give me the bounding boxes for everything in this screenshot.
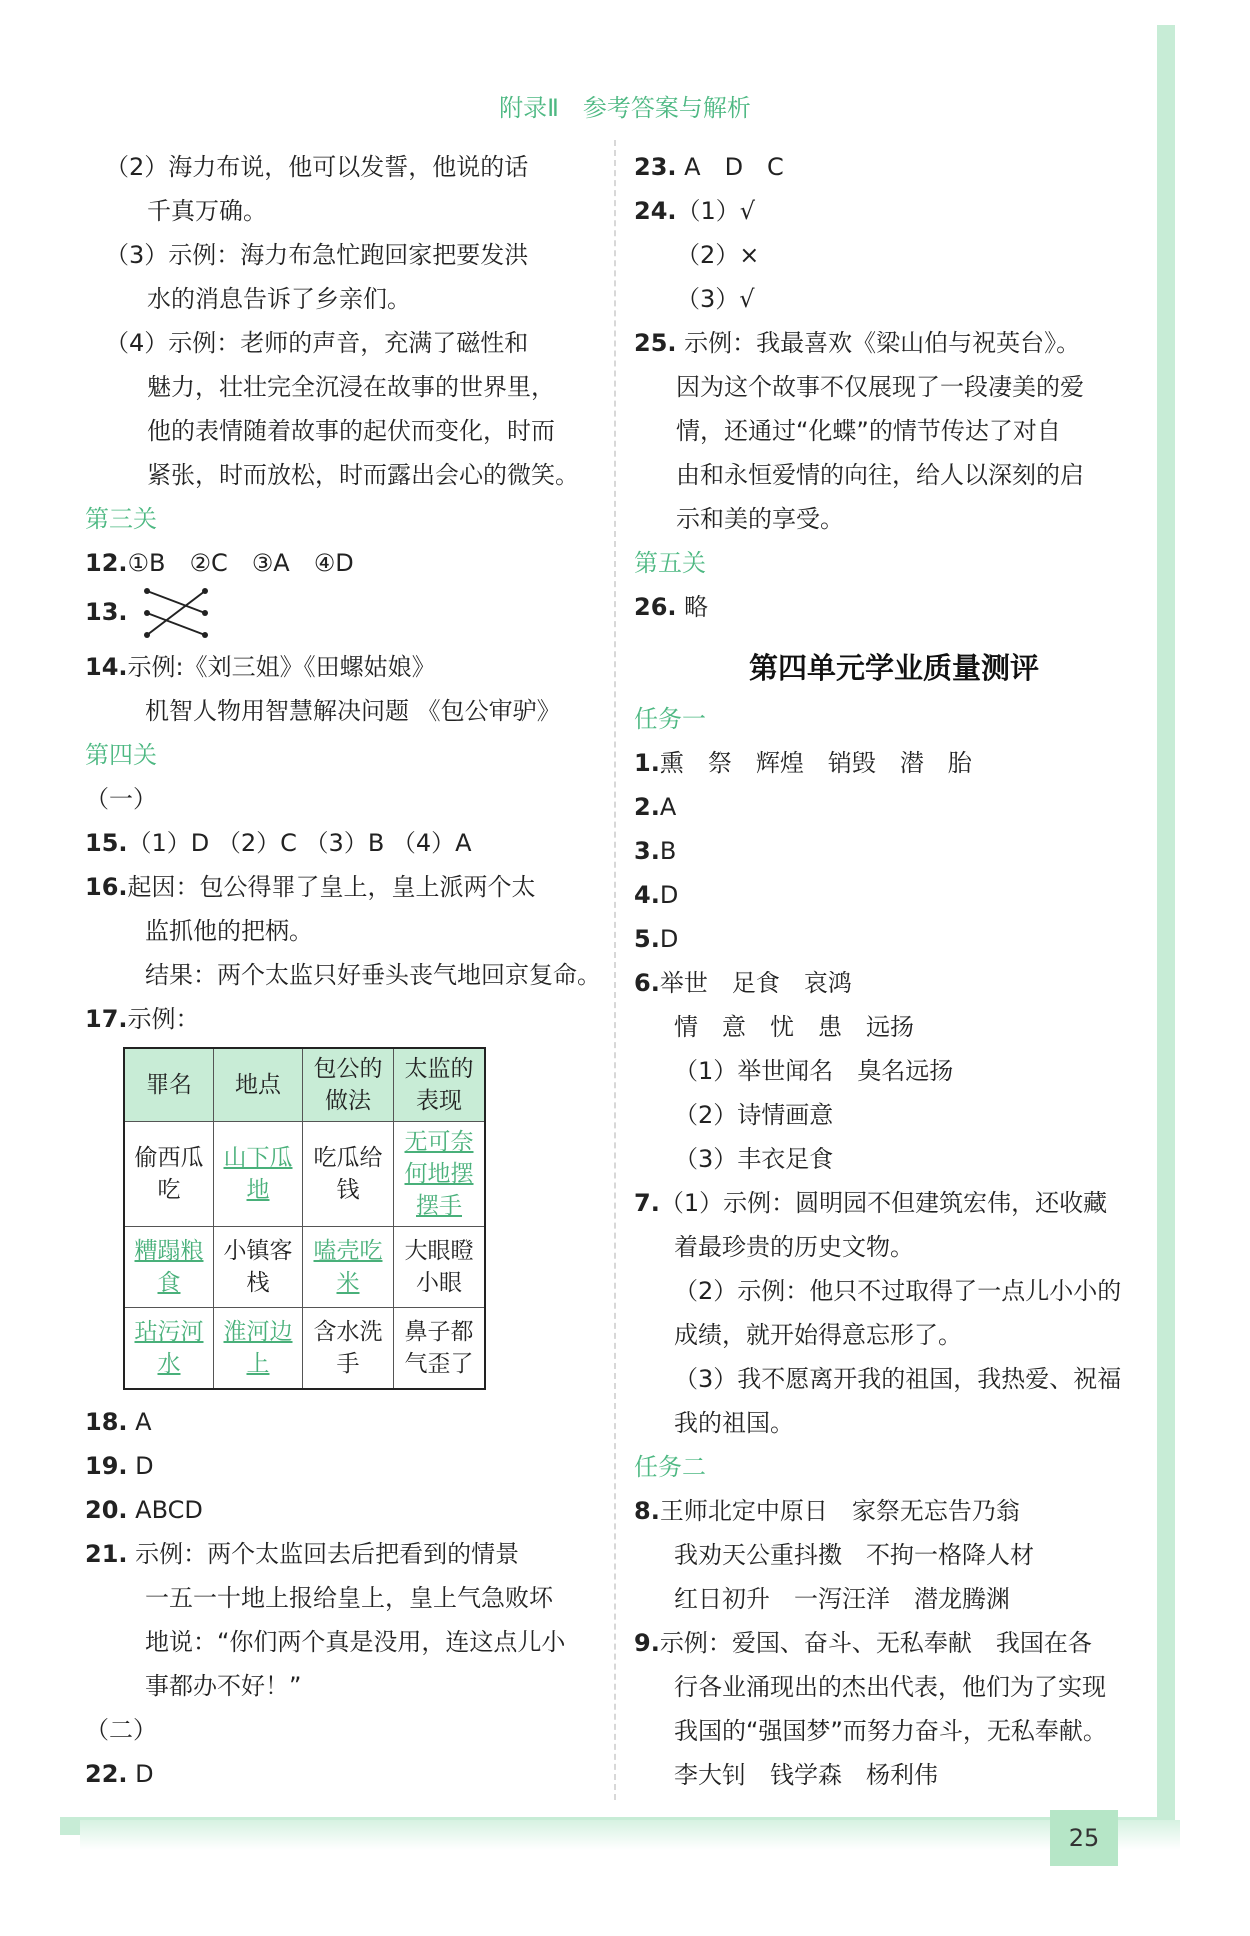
u-q6-line1: 举世 足食 哀鸿: [659, 969, 852, 997]
q16-line2: 监抓他的把柄。: [145, 917, 313, 945]
unit-assessment-title: 第四单元学业质量测评: [748, 651, 1039, 685]
table-header-cell: 太监的表现: [394, 1048, 486, 1122]
q25-number: 25.: [634, 329, 677, 357]
u-q9-line1: 示例：爱国、奋斗、无私奉献 我国在各: [659, 1629, 1092, 1657]
q17-label: 示例：: [127, 1005, 200, 1033]
section-4-heading: 第四关: [85, 741, 157, 769]
q11-3-line1: （3）示例：海力布急忙跑回家把要发洪: [105, 241, 529, 269]
q11-4-line1: （4）示例：老师的声音，充满了磁性和: [105, 329, 529, 357]
q21-line3: 地说：“你们两个真是没用，连这点儿小: [145, 1628, 566, 1656]
q20-number: 20.: [85, 1496, 128, 1524]
table-cell: 糟蹋粮食: [124, 1227, 214, 1308]
q14-line2: 机智人物用智慧解决问题 《包公审驴》: [145, 697, 561, 725]
q22-answer: D: [135, 1760, 154, 1788]
table-cell: 无可奈何地摆摆手: [394, 1122, 486, 1227]
table-cell: 淮河边上: [214, 1308, 303, 1390]
q12-number: 12.: [85, 549, 128, 577]
part-1-label: （一）: [85, 785, 157, 813]
q18-answer: A: [135, 1408, 152, 1436]
q24-line3: （3）√: [676, 285, 755, 313]
u-q7-line3: （2）示例：他只不过取得了一点儿小小的: [674, 1277, 1122, 1305]
u-q4-number: 4.: [634, 881, 660, 909]
q25-line4: 由和永恒爱情的向往，给人以深刻的启: [676, 461, 1084, 489]
part-2-label: （二）: [85, 1716, 157, 1744]
table-header-cell: 罪名: [124, 1048, 214, 1122]
u-q9-line3: 我国的“强国梦”而努力奋斗，无私奉献。: [674, 1717, 1107, 1745]
table-header-cell: 包公的做法: [303, 1048, 394, 1122]
table-cell: 大眼瞪小眼: [394, 1227, 486, 1308]
page-number-badge: 25: [1050, 1810, 1118, 1866]
u-q7-line6: 我的祖国。: [674, 1409, 794, 1437]
u-q1-answer: 熏 祭 辉煌 销毁 潜 胎: [659, 749, 972, 777]
u-q6-line2: 情 意 忧 患 远扬: [674, 1013, 914, 1041]
u-q8-line1: 王师北定中原日 家祭无忘告乃翁: [659, 1497, 1020, 1525]
u-q3-answer: B: [659, 837, 677, 865]
u-q7-line5: （3）我不愿离开我的祖国，我热爱、祝福: [674, 1365, 1122, 1393]
q13-matching-lines: [141, 585, 211, 641]
table-cell: 含水洗手: [303, 1308, 394, 1390]
q11-2-line2: 千真万确。: [147, 197, 267, 225]
table-cell: 小镇客栈: [214, 1227, 303, 1308]
u-q9-line4: 李大钊 钱学森 杨利伟: [674, 1761, 938, 1789]
u-q7-line4: 成绩，就开始得意忘形了。: [674, 1321, 962, 1349]
q23-answer: A D C: [684, 153, 784, 181]
q17-number: 17.: [85, 1005, 128, 1033]
u-q5-number: 5.: [634, 925, 660, 953]
u-q5-answer: D: [659, 925, 679, 953]
q26-answer: 略: [684, 593, 709, 621]
q16-number: 16.: [85, 873, 128, 901]
section-3-heading: 第三关: [85, 505, 157, 533]
u-q1-number: 1.: [634, 749, 660, 777]
q25-line3: 情，还通过“化蝶”的情节传达了对自: [676, 417, 1061, 445]
q11-4-line3: 他的表情随着故事的起伏而变化，时而: [147, 417, 555, 445]
task-1-heading: 任务一: [634, 705, 706, 733]
q11-3-line2: 水的消息告诉了乡亲们。: [147, 285, 411, 313]
table-cell: 偷西瓜吃: [124, 1122, 214, 1227]
q24-number: 24.: [634, 197, 677, 225]
u-q8-line3: 红日初升 一泻汪洋 潜龙腾渊: [674, 1585, 1010, 1613]
q25-line1: 示例：我最喜欢《梁山伯与祝英台》。: [684, 329, 1081, 357]
table-header-row: [124, 1048, 485, 1122]
page-shadow: [80, 1820, 1180, 1850]
q15-answer: （1）D （2）C （3）B （4）A: [127, 829, 472, 857]
q14-number: 14.: [85, 653, 128, 681]
u-q8-number: 8.: [634, 1497, 660, 1525]
section-5-heading: 第五关: [634, 549, 706, 577]
u-q9-line2: 行各业涌现出的杰出代表，他们为了实现: [674, 1673, 1106, 1701]
q22-number: 22.: [85, 1760, 128, 1788]
u-q3-number: 3.: [634, 837, 660, 865]
table-row: [124, 1308, 485, 1390]
q24-line2: （2）×: [676, 241, 760, 269]
u-q4-answer: D: [659, 881, 679, 909]
left-column: [85, 145, 605, 1796]
q20-answer: ABCD: [135, 1496, 203, 1524]
table-cell: 山下瓜地: [214, 1122, 303, 1227]
table-cell: 吃瓜给钱: [303, 1122, 394, 1227]
q11-4-line4: 紧张，时而放松，时而露出会心的微笑。: [147, 461, 579, 489]
u-q7-line1: （1）示例：圆明园不但建筑宏伟，还收藏: [659, 1189, 1108, 1217]
u-q2-answer: A: [659, 793, 677, 821]
table-row: [124, 1122, 485, 1227]
q26-number: 26.: [634, 593, 677, 621]
page-header: 附录Ⅱ 参考答案与解析: [499, 94, 751, 122]
u-q7-number: 7.: [634, 1189, 660, 1217]
right-column: [634, 145, 1154, 1797]
u-q7-line2: 着最珍贵的历史文物。: [674, 1233, 914, 1261]
u-q2-number: 2.: [634, 793, 660, 821]
q12-answer: ①B ②C ③A ④D: [127, 549, 354, 577]
q21-line1: 示例：两个太监回去后把看到的情景: [135, 1540, 520, 1568]
table-cell: 鼻子都气歪了: [394, 1308, 486, 1390]
q19-number: 19.: [85, 1452, 128, 1480]
u-q6-line4: （2）诗情画意: [674, 1101, 834, 1129]
q24-line1: （1）√: [676, 197, 756, 225]
u-q6-number: 6.: [634, 969, 660, 997]
q11-2-line1: （2）海力布说，他可以发誓，他说的话: [105, 153, 529, 181]
q16-line1: 起因：包公得罪了皇上，皇上派两个太: [127, 873, 536, 901]
q11-4-line2: 魅力，壮壮完全沉浸在故事的世界里，: [147, 373, 555, 401]
column-divider: [614, 140, 616, 1800]
table-header-cell: 地点: [214, 1048, 303, 1122]
table-row: [124, 1227, 485, 1308]
q21-line4: 事都办不好！”: [145, 1672, 302, 1700]
q13-number: 13.: [85, 598, 128, 626]
q16-line3: 结果：两个太监只好垂头丧气地回京复命。: [145, 961, 601, 989]
u-q8-line2: 我劝天公重抖擞 不拘一格降人材: [674, 1541, 1034, 1569]
table-cell: 玷污河水: [124, 1308, 214, 1390]
q25-line2: 因为这个故事不仅展现了一段凄美的爱: [676, 373, 1084, 401]
q17-answer-table: [123, 1047, 486, 1390]
u-q6-line5: （3）丰衣足食: [674, 1145, 834, 1173]
q15-number: 15.: [85, 829, 128, 857]
u-q9-number: 9.: [634, 1629, 660, 1657]
q25-line5: 示和美的享受。: [676, 505, 844, 533]
table-cell: 嗑壳吃米: [303, 1227, 394, 1308]
q14-line1: 示例:《刘三姐》《田螺姑娘》: [127, 653, 436, 681]
q19-answer: D: [135, 1452, 154, 1480]
u-q6-line3: （1）举世闻名 臭名远扬: [674, 1057, 954, 1085]
q18-number: 18.: [85, 1408, 128, 1436]
q23-number: 23.: [634, 153, 677, 181]
q21-number: 21.: [85, 1540, 128, 1568]
task-2-heading: 任务二: [634, 1453, 706, 1481]
q21-line2: 一五一十地上报给皇上，皇上气急败坏: [145, 1584, 553, 1612]
